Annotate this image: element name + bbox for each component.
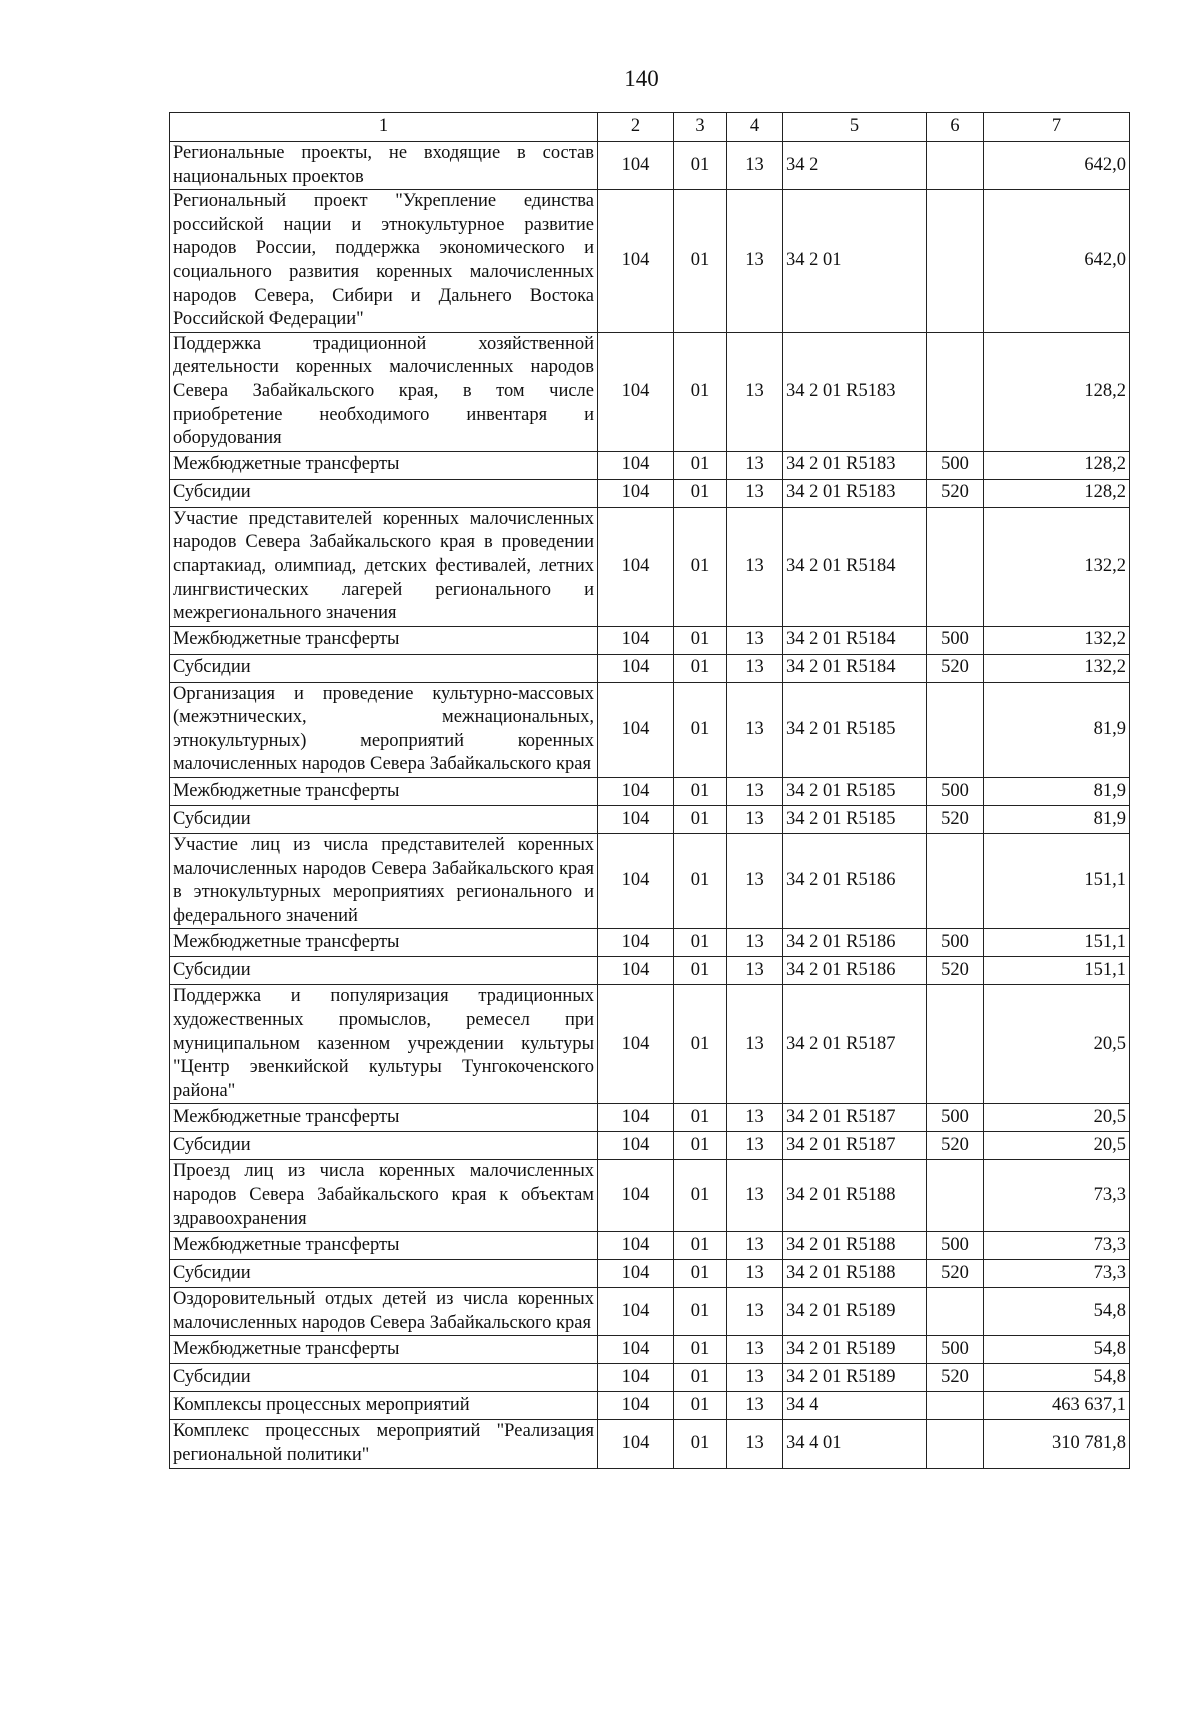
- target-article-code-cell: 34 2 01 R5189: [783, 1336, 927, 1364]
- table-row: [170, 479, 1130, 507]
- subsection-code-cell: 01: [674, 1392, 727, 1420]
- table-row: [170, 1420, 1130, 1468]
- amount-cell: 54,8: [984, 1288, 1130, 1336]
- target-article-code-cell: 34 2 01: [783, 190, 927, 333]
- expense-type-code-cell: [927, 507, 984, 626]
- target-article-code-cell: 34 2 01 R5187: [783, 1132, 927, 1160]
- amount-cell: 463 637,1: [984, 1392, 1130, 1420]
- row-name-cell: Межбюджетные трансферты: [170, 1336, 598, 1364]
- subsection-code-cell: 01: [674, 806, 727, 834]
- expense-type-code-cell: [927, 1288, 984, 1336]
- target-article-code-cell: 34 2 01 R5189: [783, 1288, 927, 1336]
- row-name-cell: Межбюджетные трансферты: [170, 929, 598, 957]
- expense-type-code-cell: 500: [927, 929, 984, 957]
- subsection-code-cell: 01: [674, 1132, 727, 1160]
- header-row: [170, 113, 1130, 142]
- target-article-code-cell: 34 2 01 R5186: [783, 834, 927, 929]
- amount-cell: 54,8: [984, 1364, 1130, 1392]
- table-row: [170, 1392, 1130, 1420]
- target-article-code-cell: 34 4: [783, 1392, 927, 1420]
- section-code-cell: 104: [598, 1232, 674, 1260]
- subsection2-code-cell: 13: [727, 142, 783, 190]
- subsection-code-cell: 01: [674, 1232, 727, 1260]
- subsection-code-cell: 01: [674, 332, 727, 451]
- target-article-code-cell: 34 2 01 R5188: [783, 1232, 927, 1260]
- section-code-cell: 104: [598, 1288, 674, 1336]
- section-code-cell: 104: [598, 1420, 674, 1468]
- section-code-cell: 104: [598, 1336, 674, 1364]
- table-row: [170, 1160, 1130, 1232]
- subsection-code-cell: 01: [674, 626, 727, 654]
- amount-cell: 54,8: [984, 1336, 1130, 1364]
- section-code-cell: 104: [598, 985, 674, 1104]
- header-cell-2: 2: [598, 113, 674, 142]
- subsection-code-cell: 01: [674, 142, 727, 190]
- row-name-cell: Организация и проведение культурно-массовых (межэтнических, межнациональных, этнокультурных) мероприятий коренных малочисленных народов Севера Забайкальского края: [170, 682, 598, 777]
- amount-cell: 73,3: [984, 1260, 1130, 1288]
- amount-cell: 20,5: [984, 1132, 1130, 1160]
- subsection-code-cell: 01: [674, 1104, 727, 1132]
- table-row: [170, 985, 1130, 1104]
- expense-type-code-cell: [927, 142, 984, 190]
- header-cell-6: 6: [927, 113, 984, 142]
- table-row: [170, 451, 1130, 479]
- expense-type-code-cell: 500: [927, 451, 984, 479]
- expense-type-code-cell: 520: [927, 957, 984, 985]
- expense-type-code-cell: [927, 985, 984, 1104]
- target-article-code-cell: 34 2 01 R5186: [783, 957, 927, 985]
- table-row: [170, 1336, 1130, 1364]
- target-article-code-cell: 34 2 01 R5184: [783, 626, 927, 654]
- target-article-code-cell: 34 2 01 R5184: [783, 654, 927, 682]
- expense-type-code-cell: 520: [927, 806, 984, 834]
- row-name-cell: Проезд лиц из числа коренных малочисленных народов Севера Забайкальского края к объектам здравоохранения: [170, 1160, 598, 1232]
- subsection2-code-cell: 13: [727, 654, 783, 682]
- row-name-cell: Оздоровительный отдых детей из числа коренных малочисленных народов Севера Забайкальского края: [170, 1288, 598, 1336]
- section-code-cell: 104: [598, 626, 674, 654]
- subsection2-code-cell: 13: [727, 479, 783, 507]
- table-row: [170, 507, 1130, 626]
- target-article-code-cell: 34 2: [783, 142, 927, 190]
- expense-type-code-cell: 500: [927, 1336, 984, 1364]
- subsection-code-cell: 01: [674, 1160, 727, 1232]
- subsection-code-cell: 01: [674, 985, 727, 1104]
- target-article-code-cell: 34 2 01 R5185: [783, 682, 927, 777]
- subsection2-code-cell: 13: [727, 1336, 783, 1364]
- expense-type-code-cell: 520: [927, 1260, 984, 1288]
- section-code-cell: 104: [598, 806, 674, 834]
- amount-cell: 81,9: [984, 682, 1130, 777]
- subsection-code-cell: 01: [674, 479, 727, 507]
- target-article-code-cell: 34 2 01 R5188: [783, 1260, 927, 1288]
- target-article-code-cell: 34 2 01 R5187: [783, 1104, 927, 1132]
- section-code-cell: 104: [598, 1364, 674, 1392]
- subsection-code-cell: 01: [674, 451, 727, 479]
- expense-type-code-cell: 500: [927, 626, 984, 654]
- table-row: [170, 190, 1130, 333]
- subsection2-code-cell: 13: [727, 806, 783, 834]
- subsection2-code-cell: 13: [727, 1288, 783, 1336]
- amount-cell: 132,2: [984, 626, 1130, 654]
- header-cell-5: 5: [783, 113, 927, 142]
- header-cell-1: 1: [170, 113, 598, 142]
- target-article-code-cell: 34 2 01 R5187: [783, 985, 927, 1104]
- subsection-code-cell: 01: [674, 507, 727, 626]
- subsection2-code-cell: 13: [727, 507, 783, 626]
- expense-type-code-cell: 520: [927, 654, 984, 682]
- table-row: [170, 778, 1130, 806]
- section-code-cell: 104: [598, 332, 674, 451]
- subsection2-code-cell: 13: [727, 1232, 783, 1260]
- subsection2-code-cell: 13: [727, 682, 783, 777]
- target-article-code-cell: 34 2 01 R5188: [783, 1160, 927, 1232]
- table-row: [170, 1288, 1130, 1336]
- amount-cell: 642,0: [984, 142, 1130, 190]
- section-code-cell: 104: [598, 479, 674, 507]
- table-row: [170, 1260, 1130, 1288]
- target-article-code-cell: 34 2 01 R5183: [783, 479, 927, 507]
- amount-cell: 128,2: [984, 479, 1130, 507]
- target-article-code-cell: 34 4 01: [783, 1420, 927, 1468]
- subsection2-code-cell: 13: [727, 929, 783, 957]
- target-article-code-cell: 34 2 01 R5183: [783, 451, 927, 479]
- table-row: [170, 1364, 1130, 1392]
- row-name-cell: Субсидии: [170, 654, 598, 682]
- section-code-cell: 104: [598, 1392, 674, 1420]
- expense-type-code-cell: [927, 834, 984, 929]
- table-row: [170, 957, 1130, 985]
- amount-cell: 151,1: [984, 834, 1130, 929]
- subsection2-code-cell: 13: [727, 332, 783, 451]
- subsection-code-cell: 01: [674, 682, 727, 777]
- table-row: [170, 1132, 1130, 1160]
- subsection2-code-cell: 13: [727, 626, 783, 654]
- table-row: [170, 142, 1130, 190]
- subsection2-code-cell: 13: [727, 1104, 783, 1132]
- amount-cell: 128,2: [984, 451, 1130, 479]
- amount-cell: 20,5: [984, 1104, 1130, 1132]
- row-name-cell: Участие лиц из числа представителей коренных малочисленных народов Севера Забайкальского края в этнокультурных мероприятиях регионального и федерального значений: [170, 834, 598, 929]
- table-row: [170, 1104, 1130, 1132]
- expense-type-code-cell: 520: [927, 1364, 984, 1392]
- section-code-cell: 104: [598, 654, 674, 682]
- section-code-cell: 104: [598, 1132, 674, 1160]
- section-code-cell: 104: [598, 451, 674, 479]
- subsection-code-cell: 01: [674, 957, 727, 985]
- amount-cell: 151,1: [984, 929, 1130, 957]
- subsection2-code-cell: 13: [727, 1260, 783, 1288]
- section-code-cell: 104: [598, 190, 674, 333]
- subsection2-code-cell: 13: [727, 451, 783, 479]
- row-name-cell: Межбюджетные трансферты: [170, 1232, 598, 1260]
- section-code-cell: 104: [598, 1160, 674, 1232]
- target-article-code-cell: 34 2 01 R5185: [783, 806, 927, 834]
- subsection-code-cell: 01: [674, 654, 727, 682]
- expense-type-code-cell: [927, 1392, 984, 1420]
- amount-cell: 132,2: [984, 654, 1130, 682]
- header-cell-7: 7: [984, 113, 1130, 142]
- table-row: [170, 834, 1130, 929]
- section-code-cell: 104: [598, 682, 674, 777]
- row-name-cell: Субсидии: [170, 1260, 598, 1288]
- amount-cell: 73,3: [984, 1232, 1130, 1260]
- subsection-code-cell: 01: [674, 778, 727, 806]
- expense-type-code-cell: [927, 190, 984, 333]
- subsection2-code-cell: 13: [727, 1392, 783, 1420]
- expense-type-code-cell: 520: [927, 479, 984, 507]
- expense-type-code-cell: [927, 1420, 984, 1468]
- target-article-code-cell: 34 2 01 R5189: [783, 1364, 927, 1392]
- amount-cell: 151,1: [984, 957, 1130, 985]
- amount-cell: 81,9: [984, 806, 1130, 834]
- row-name-cell: Поддержка традиционной хозяйственной деятельности коренных малочисленных народов Севера Забайкальского края, в том числе приобретение необходимого инвентаря и оборудования: [170, 332, 598, 451]
- table-row: [170, 1232, 1130, 1260]
- subsection2-code-cell: 13: [727, 957, 783, 985]
- subsection2-code-cell: 13: [727, 834, 783, 929]
- row-name-cell: Субсидии: [170, 1364, 598, 1392]
- expense-type-code-cell: [927, 332, 984, 451]
- row-name-cell: Субсидии: [170, 806, 598, 834]
- subsection2-code-cell: 13: [727, 1420, 783, 1468]
- amount-cell: 128,2: [984, 332, 1130, 451]
- budget-table: [169, 112, 1130, 1469]
- row-name-cell: Региональные проекты, не входящие в состав национальных проектов: [170, 142, 598, 190]
- expense-type-code-cell: 500: [927, 778, 984, 806]
- row-name-cell: Межбюджетные трансферты: [170, 778, 598, 806]
- target-article-code-cell: 34 2 01 R5185: [783, 778, 927, 806]
- table-row: [170, 626, 1130, 654]
- row-name-cell: Межбюджетные трансферты: [170, 1104, 598, 1132]
- subsection-code-cell: 01: [674, 1288, 727, 1336]
- table-body: [170, 142, 1130, 1469]
- subsection2-code-cell: 13: [727, 1132, 783, 1160]
- row-name-cell: Межбюджетные трансферты: [170, 451, 598, 479]
- amount-cell: 20,5: [984, 985, 1130, 1104]
- section-code-cell: 104: [598, 142, 674, 190]
- header-cell-3: 3: [674, 113, 727, 142]
- subsection-code-cell: 01: [674, 190, 727, 333]
- target-article-code-cell: 34 2 01 R5186: [783, 929, 927, 957]
- section-code-cell: 104: [598, 1260, 674, 1288]
- expense-type-code-cell: 520: [927, 1132, 984, 1160]
- section-code-cell: 104: [598, 929, 674, 957]
- amount-cell: 132,2: [984, 507, 1130, 626]
- subsection2-code-cell: 13: [727, 190, 783, 333]
- row-name-cell: Субсидии: [170, 479, 598, 507]
- expense-type-code-cell: 500: [927, 1232, 984, 1260]
- amount-cell: 310 781,8: [984, 1420, 1130, 1468]
- section-code-cell: 104: [598, 778, 674, 806]
- subsection-code-cell: 01: [674, 929, 727, 957]
- section-code-cell: 104: [598, 1104, 674, 1132]
- page-number: 140: [624, 66, 659, 91]
- table-row: [170, 654, 1130, 682]
- target-article-code-cell: 34 2 01 R5183: [783, 332, 927, 451]
- table-row: [170, 332, 1130, 451]
- section-code-cell: 104: [598, 834, 674, 929]
- expense-type-code-cell: [927, 1160, 984, 1232]
- target-article-code-cell: 34 2 01 R5184: [783, 507, 927, 626]
- expense-type-code-cell: 500: [927, 1104, 984, 1132]
- section-code-cell: 104: [598, 507, 674, 626]
- subsection-code-cell: 01: [674, 1260, 727, 1288]
- section-code-cell: 104: [598, 957, 674, 985]
- row-name-cell: Поддержка и популяризация традиционных художественных промыслов, ремесел при муниципальном казенном учреждении культуры "Центр эвенкийской культуры Тунгокоченского района": [170, 985, 598, 1104]
- subsection2-code-cell: 13: [727, 1364, 783, 1392]
- subsection2-code-cell: 13: [727, 985, 783, 1104]
- amount-cell: 642,0: [984, 190, 1130, 333]
- row-name-cell: Комплексы процессных мероприятий: [170, 1392, 598, 1420]
- row-name-cell: Межбюджетные трансферты: [170, 626, 598, 654]
- table-row: [170, 806, 1130, 834]
- row-name-cell: Комплекс процессных мероприятий "Реализация региональной политики": [170, 1420, 598, 1468]
- expense-type-code-cell: [927, 682, 984, 777]
- amount-cell: 73,3: [984, 1160, 1130, 1232]
- subsection-code-cell: 01: [674, 1364, 727, 1392]
- subsection2-code-cell: 13: [727, 778, 783, 806]
- subsection-code-cell: 01: [674, 1420, 727, 1468]
- subsection2-code-cell: 13: [727, 1160, 783, 1232]
- subsection-code-cell: 01: [674, 834, 727, 929]
- header-cell-4: 4: [727, 113, 783, 142]
- row-name-cell: Субсидии: [170, 1132, 598, 1160]
- subsection-code-cell: 01: [674, 1336, 727, 1364]
- row-name-cell: Субсидии: [170, 957, 598, 985]
- row-name-cell: Региональный проект "Укрепление единства российской нации и этнокультурное развитие народов России, поддержка экономического и социального развития коренных малочисленных народов Севера, Сибири и Дальнего Востока Российской Федерации": [170, 190, 598, 333]
- amount-cell: 81,9: [984, 778, 1130, 806]
- table-row: [170, 682, 1130, 777]
- row-name-cell: Участие представителей коренных малочисленных народов Севера Забайкальского края в проведении спартакиад, олимпиад, детских фестивалей, летних лингвистических лагерей регионального и межрегионального значения: [170, 507, 598, 626]
- table-row: [170, 929, 1130, 957]
